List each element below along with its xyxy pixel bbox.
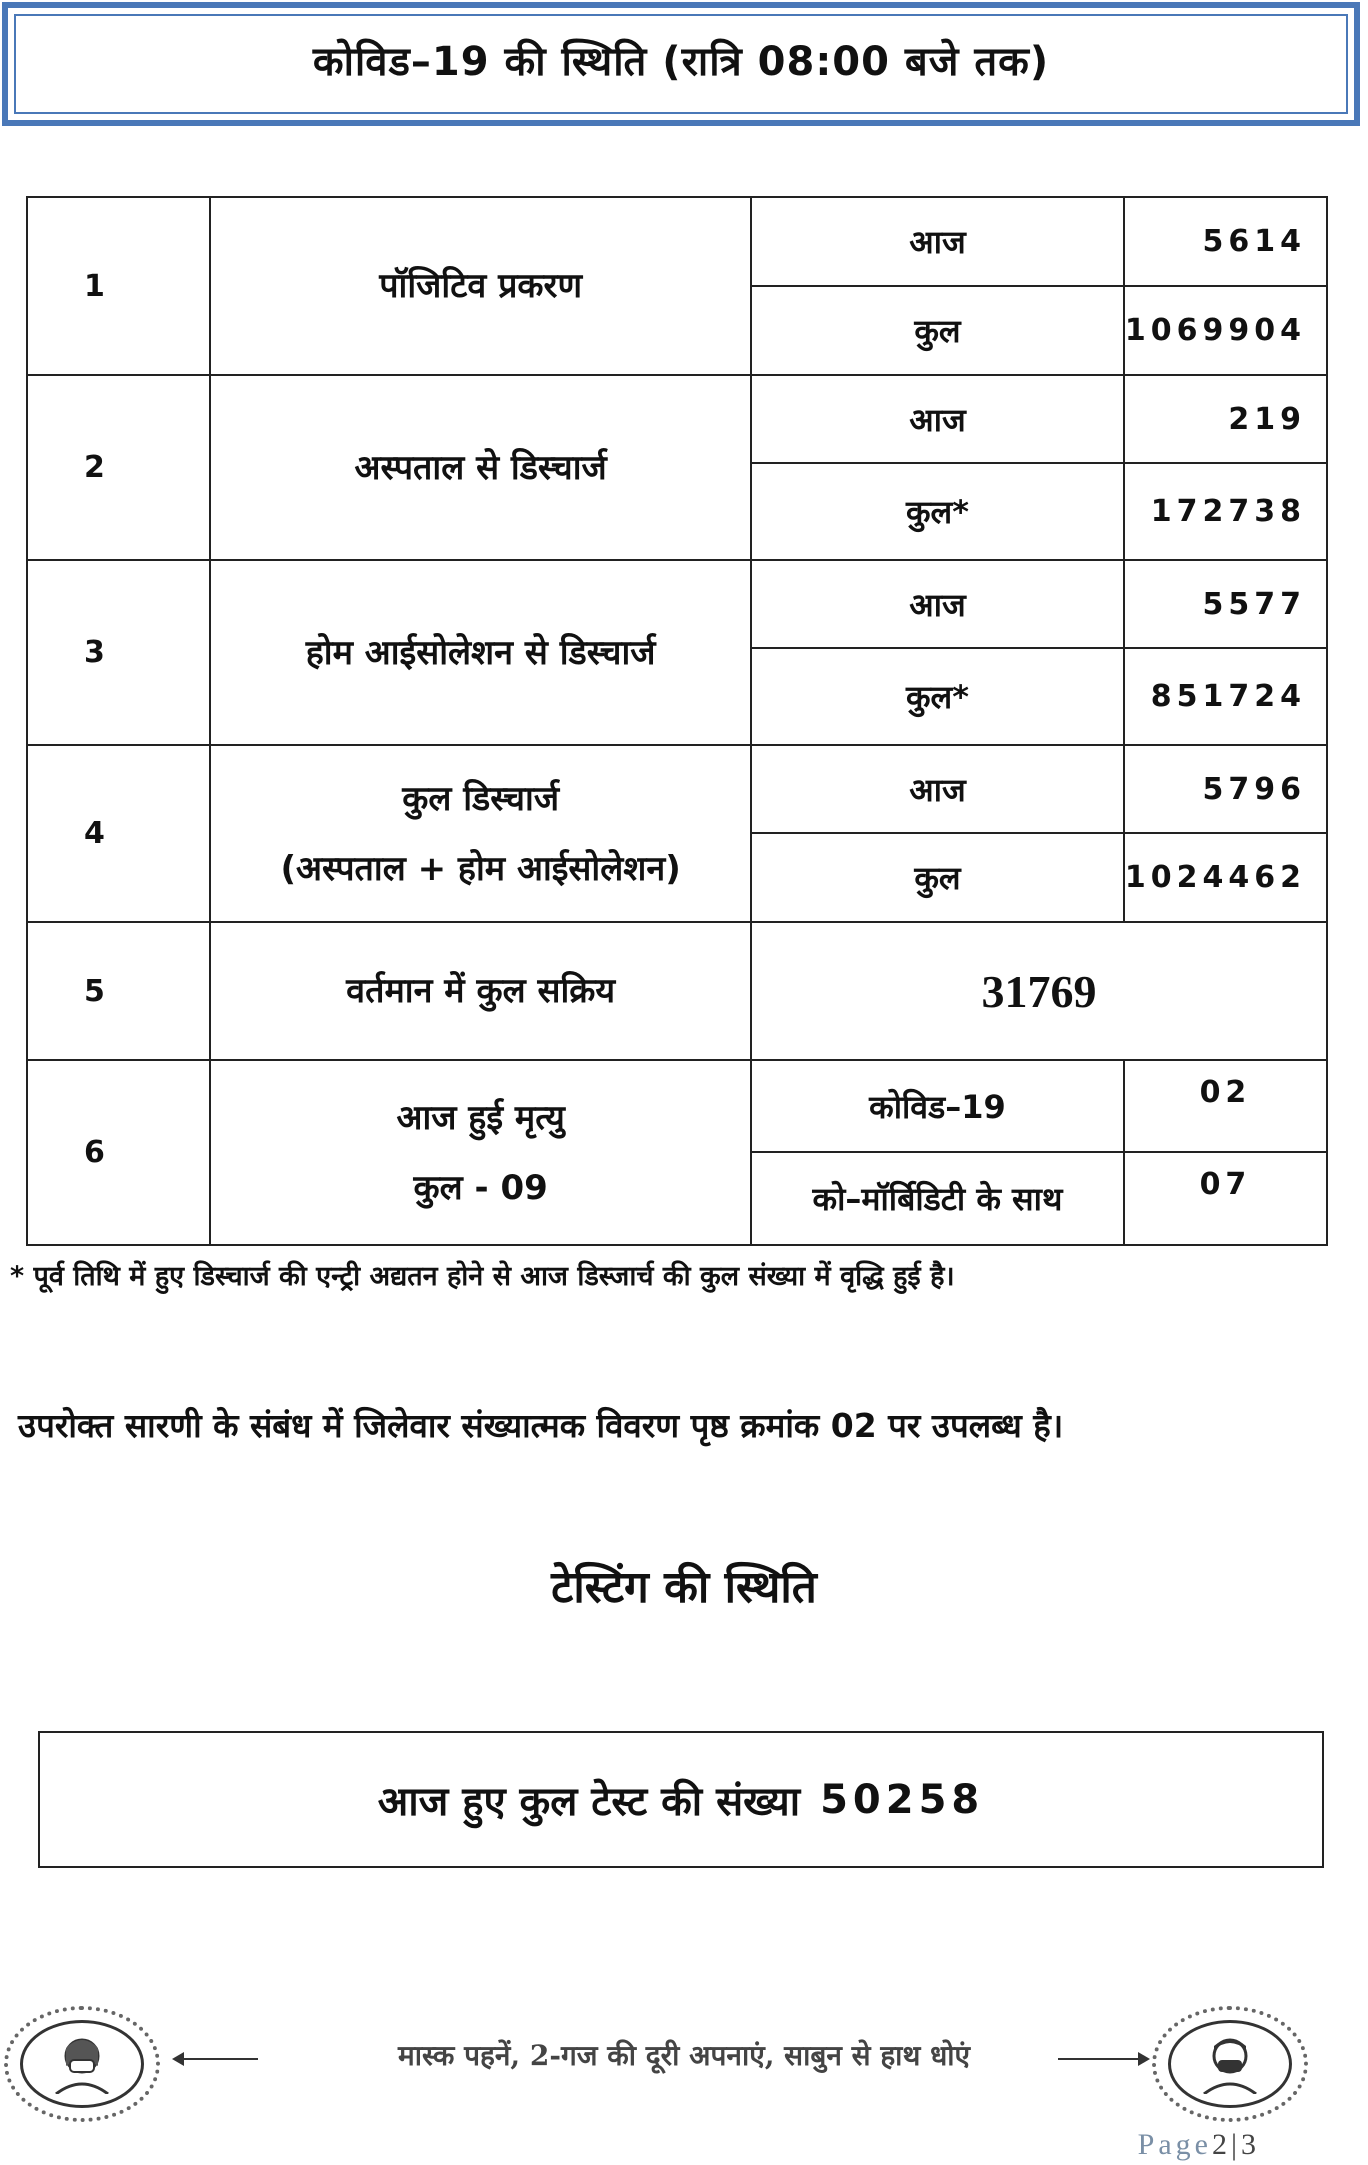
banner-message: मास्क पहनें, 2-गज की दूरी अपनाएं, साबुन से हाथ धोएं: [397, 2039, 971, 2072]
table-row: [27, 375, 1327, 463]
title-box: [2, 2, 1360, 126]
masked-man-icon: [1152, 2006, 1308, 2122]
page-separator: |: [1230, 2128, 1241, 2161]
row-number: 4: [27, 745, 210, 922]
test-count-value: 50258: [820, 1776, 985, 1823]
comorbidity-death-value: 07: [1124, 1152, 1327, 1245]
total-value: 1024462: [1124, 833, 1327, 922]
today-value: 5614: [1124, 197, 1327, 286]
page-title: कोविड–19 की स्थिति (रात्रि 08:00 बजे तक): [312, 39, 1050, 85]
row-number: 5: [27, 922, 210, 1060]
face-mask-icon: [46, 2034, 118, 2094]
today-label: आज: [751, 375, 1124, 463]
total-label: कुल: [751, 833, 1124, 922]
covid-status-table: [26, 196, 1328, 1246]
page-footer: [1138, 2128, 1260, 2162]
row-number: 2: [27, 375, 210, 560]
row-label: अस्पताल से डिस्चार्ज: [210, 375, 751, 560]
table-row: [27, 560, 1327, 648]
comorbidity-death-label: को–मॉर्बिडिटी के साथ: [751, 1152, 1124, 1245]
row-label: [210, 1060, 751, 1245]
total-value: 1069904: [1124, 286, 1327, 375]
reference-note: उपरोक्त सारणी के संबंध में जिलेवार संख्यात्मक विवरण पृष्ठ क्रमांक 02 पर उपलब्ध है।: [18, 1406, 1064, 1445]
row-label: होम आईसोलेशन से डिस्चार्ज: [210, 560, 751, 745]
page-total: 3: [1241, 2128, 1260, 2161]
today-value: 5577: [1124, 560, 1327, 648]
page-number: 2: [1211, 2128, 1231, 2161]
total-value: 172738: [1124, 463, 1327, 560]
masked-woman-icon: [4, 2006, 160, 2122]
covid-death-value: 02: [1124, 1060, 1327, 1152]
row-number: 1: [27, 197, 210, 375]
row-number: 6: [27, 1060, 210, 1245]
row-label: पॉजिटिव प्रकरण: [210, 197, 751, 375]
today-label: आज: [751, 745, 1124, 833]
today-value: 5796: [1124, 745, 1327, 833]
active-value: 31769: [751, 922, 1327, 1060]
row-label: [210, 745, 751, 922]
test-count-box: [38, 1731, 1324, 1868]
row-number: 3: [27, 560, 210, 745]
today-label: आज: [751, 560, 1124, 648]
covid-death-label: कोविड–19: [751, 1060, 1124, 1152]
total-value: 851724: [1124, 648, 1327, 745]
row-label-line2: (अस्पताल + होम आईसोलेशन): [280, 848, 681, 889]
row-label-line1: कुल डिस्चार्ज: [402, 778, 560, 819]
total-label: कुल*: [751, 648, 1124, 745]
table-row: [27, 922, 1327, 1060]
row-label: वर्तमान में कुल सक्रिय: [210, 922, 751, 1060]
table-row: [27, 745, 1327, 833]
today-label: आज: [751, 197, 1124, 286]
row-label-line2: कुल - 09: [413, 1167, 548, 1208]
right-arrow-line: [1058, 2058, 1138, 2060]
footnote: * पूर्व तिथि में हुए डिस्चार्ज की एन्ट्री अद्यतन होने से आज डिस्जार्च की कुल संख्या में वृद्धि हुई है।: [10, 1261, 955, 1292]
testing-heading: टेस्टिंग की स्थिति: [551, 1562, 817, 1613]
test-count-label: आज हुए कुल टेस्ट की संख्या: [377, 1779, 801, 1825]
row-label-line1: आज हुई मृत्यु: [396, 1097, 565, 1138]
total-label: कुल*: [751, 463, 1124, 560]
page-label: Page: [1137, 2128, 1212, 2161]
total-label: कुल: [751, 286, 1124, 375]
table-row: [27, 1060, 1327, 1152]
table-row: [27, 197, 1327, 286]
today-value: 219: [1124, 375, 1327, 463]
awareness-banner: [0, 2000, 1368, 2130]
face-mask-icon: [1194, 2034, 1266, 2094]
arrow-right-icon: [1132, 2050, 1150, 2068]
